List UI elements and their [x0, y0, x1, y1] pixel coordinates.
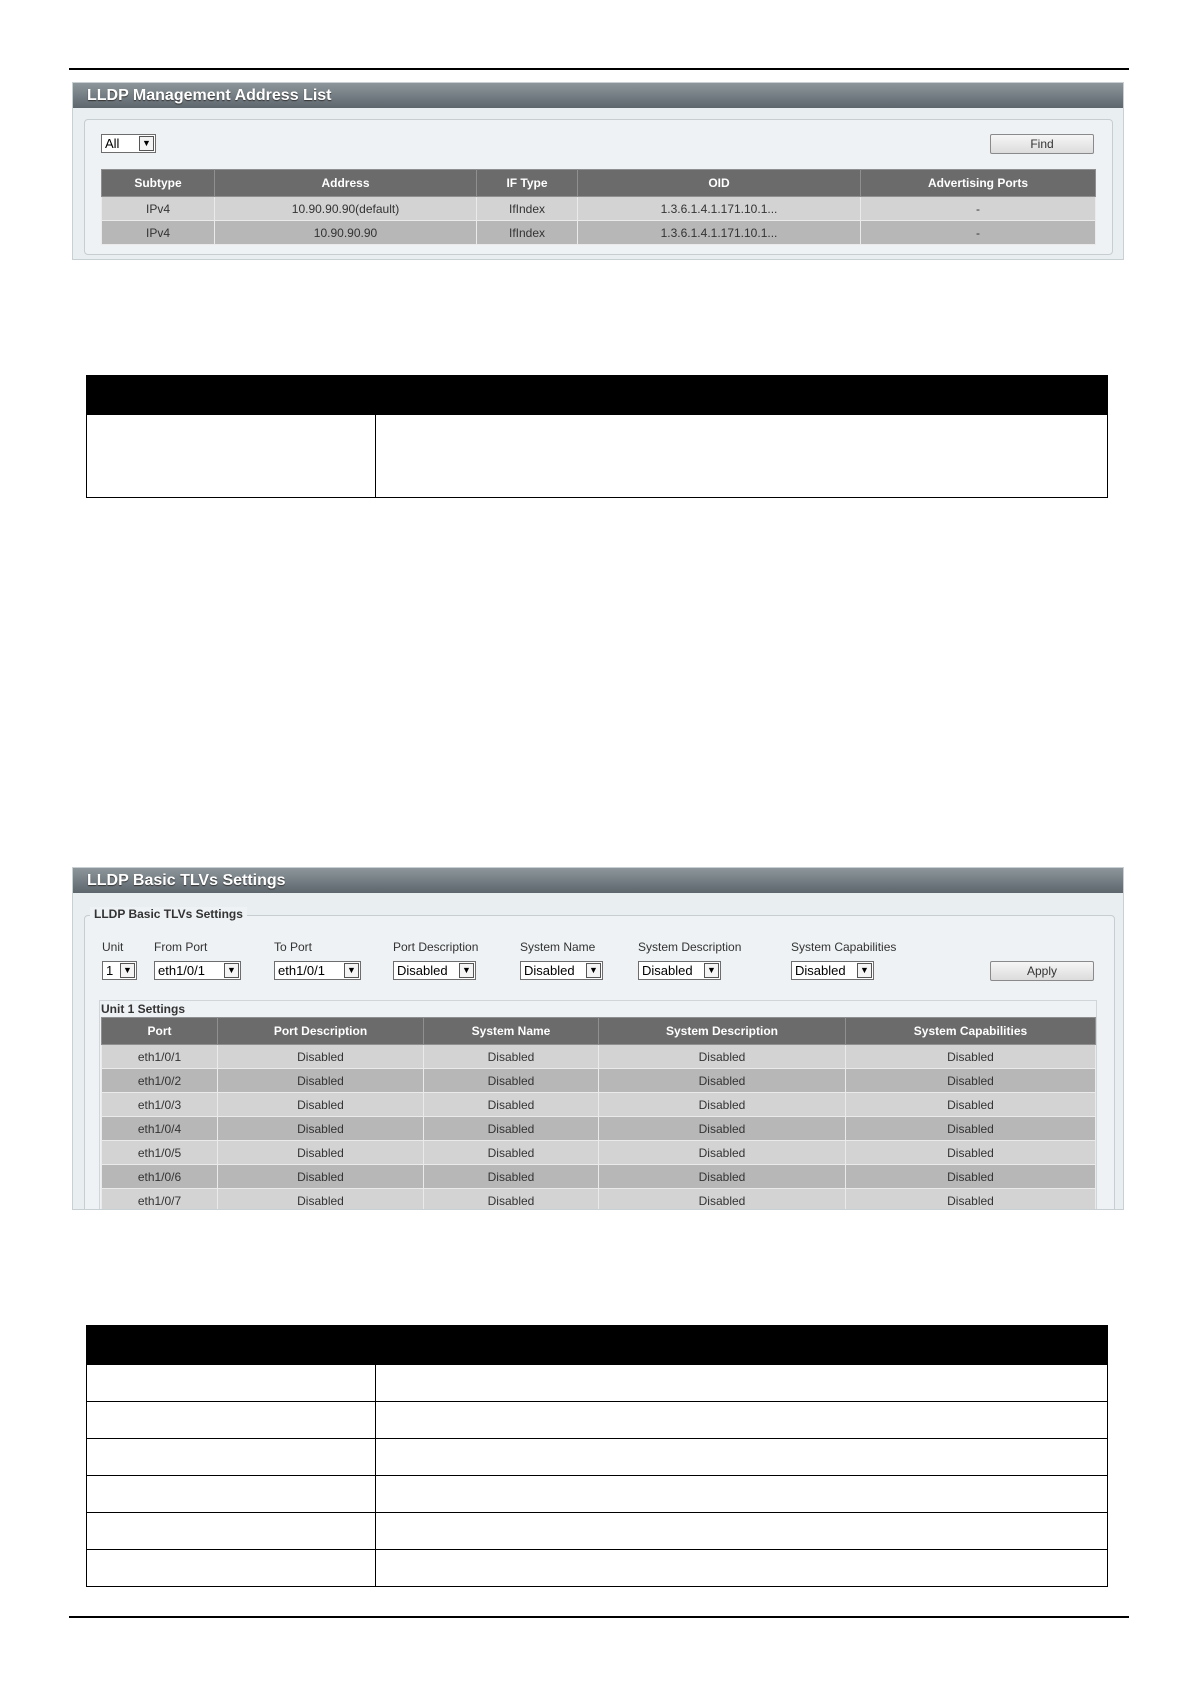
cell-system-name: Disabled — [424, 1189, 599, 1211]
cell-port-description: Disabled — [218, 1069, 424, 1093]
basic-tlvs-panel — [72, 867, 1124, 1210]
chevron-down-icon: ▼ — [224, 963, 239, 978]
cell-system-name: Disabled — [424, 1141, 599, 1165]
cell-system-capabilities: Disabled — [846, 1069, 1096, 1093]
find-button[interactable]: Find — [990, 134, 1094, 154]
cell-subtype: IPv4 — [102, 197, 215, 221]
col-port-description: Port Description — [218, 1018, 424, 1045]
chevron-down-icon: ▼ — [120, 963, 135, 978]
parameter-description-table-2 — [86, 1325, 1108, 1587]
mgmt-panel-title: LLDP Management Address List — [73, 83, 1123, 108]
table-row — [102, 1117, 1096, 1141]
cell-port: eth1/0/5 — [102, 1141, 218, 1165]
cell-oid: 1.3.6.1.4.1.171.10.1... — [578, 197, 861, 221]
col-port: Port — [102, 1018, 218, 1045]
table-row — [102, 1189, 1096, 1211]
cell-system-description: Disabled — [599, 1045, 846, 1069]
from-port-label: From Port — [154, 940, 208, 954]
table-header-row — [102, 1018, 1096, 1045]
cell-port: eth1/0/3 — [102, 1093, 218, 1117]
cell-system-description: Disabled — [599, 1141, 846, 1165]
unit-label: Unit — [102, 940, 124, 954]
unit-settings-table — [101, 1017, 1096, 1210]
system-name-select[interactable] — [520, 961, 603, 980]
unit-select-value: 1 — [106, 963, 114, 978]
cell-system-description: Disabled — [599, 1189, 846, 1211]
doc-table-row — [87, 1476, 1108, 1513]
col-subtype: Subtype — [102, 170, 215, 197]
cell-oid: 1.3.6.1.4.1.171.10.1... — [578, 221, 861, 245]
cell-system-description: Disabled — [599, 1069, 846, 1093]
cell-system-name: Disabled — [424, 1165, 599, 1189]
cell-system-capabilities: Disabled — [846, 1093, 1096, 1117]
from-port-select[interactable] — [154, 961, 241, 980]
doc-table-row — [87, 1550, 1108, 1587]
tlvs-fieldset-legend: LLDP Basic TLVs Settings — [90, 907, 247, 921]
unit-select[interactable] — [102, 961, 137, 980]
doc-table-row — [87, 1365, 1108, 1402]
to-port-value: eth1/0/1 — [278, 963, 325, 978]
col-system-description: System Description — [599, 1018, 846, 1045]
cell-system-description: Disabled — [599, 1165, 846, 1189]
doc-table-row — [87, 415, 1108, 498]
from-port-value: eth1/0/1 — [158, 963, 205, 978]
footer-rule — [69, 1616, 1129, 1618]
cell-port: eth1/0/7 — [102, 1189, 218, 1211]
chevron-down-icon: ▼ — [857, 963, 872, 978]
system-description-label: System Description — [638, 940, 742, 954]
cell-port-description: Disabled — [218, 1093, 424, 1117]
table-row — [102, 221, 1096, 245]
system-capabilities-label: System Capabilities — [791, 940, 897, 954]
cell-system-capabilities: Disabled — [846, 1045, 1096, 1069]
port-description-value: Disabled — [397, 963, 448, 978]
cell-system-capabilities: Disabled — [846, 1141, 1096, 1165]
cell-advertising-ports: - — [861, 221, 1096, 245]
apply-button[interactable]: Apply — [990, 961, 1094, 981]
cell-port-description: Disabled — [218, 1045, 424, 1069]
cell-port-description: Disabled — [218, 1189, 424, 1211]
table-header-row — [102, 170, 1096, 197]
cell-system-capabilities: Disabled — [846, 1189, 1096, 1211]
system-description-value: Disabled — [642, 963, 693, 978]
cell-subtype: IPv4 — [102, 221, 215, 245]
system-name-value: Disabled — [524, 963, 575, 978]
cell-system-name: Disabled — [424, 1093, 599, 1117]
table-row — [102, 1141, 1096, 1165]
cell-address: 10.90.90.90(default) — [215, 197, 477, 221]
cell-if-type: IfIndex — [477, 197, 578, 221]
cell-port: eth1/0/6 — [102, 1165, 218, 1189]
doc-table-header — [87, 376, 1108, 415]
system-description-select[interactable] — [638, 961, 721, 980]
header-rule — [69, 68, 1129, 70]
system-capabilities-select[interactable] — [791, 961, 874, 980]
parameter-description-table-1 — [86, 375, 1108, 498]
port-description-label: Port Description — [393, 940, 479, 954]
col-advertising-ports: Advertising Ports — [861, 170, 1096, 197]
col-address: Address — [215, 170, 477, 197]
doc-table-row — [87, 1513, 1108, 1550]
cell-port-description: Disabled — [218, 1165, 424, 1189]
mgmt-address-panel — [72, 82, 1124, 260]
col-system-name: System Name — [424, 1018, 599, 1045]
cell-address: 10.90.90.90 — [215, 221, 477, 245]
mgmt-address-table — [101, 169, 1096, 245]
cell-port: eth1/0/4 — [102, 1117, 218, 1141]
cell-port: eth1/0/2 — [102, 1069, 218, 1093]
tlvs-panel-title: LLDP Basic TLVs Settings — [73, 868, 1123, 893]
chevron-down-icon: ▼ — [344, 963, 359, 978]
chevron-down-icon: ▼ — [139, 136, 154, 151]
col-oid: OID — [578, 170, 861, 197]
cell-port: eth1/0/1 — [102, 1045, 218, 1069]
doc-table-row — [87, 1439, 1108, 1476]
cell-advertising-ports: - — [861, 197, 1096, 221]
cell-system-description: Disabled — [599, 1093, 846, 1117]
cell-system-name: Disabled — [424, 1117, 599, 1141]
cell-if-type: IfIndex — [477, 221, 578, 245]
cell-system-description: Disabled — [599, 1117, 846, 1141]
cell-port-description: Disabled — [218, 1117, 424, 1141]
port-description-select[interactable] — [393, 961, 476, 980]
cell-system-name: Disabled — [424, 1045, 599, 1069]
table-row — [102, 1069, 1096, 1093]
to-port-label: To Port — [274, 940, 313, 954]
chevron-down-icon: ▼ — [704, 963, 719, 978]
cell-port-description: Disabled — [218, 1141, 424, 1165]
system-capabilities-value: Disabled — [795, 963, 846, 978]
chevron-down-icon: ▼ — [459, 963, 474, 978]
table-row — [102, 1045, 1096, 1069]
doc-table-row — [87, 1402, 1108, 1439]
unit-settings-label: Unit 1 Settings — [101, 1002, 186, 1016]
col-if-type: IF Type — [477, 170, 578, 197]
cell-system-capabilities: Disabled — [846, 1165, 1096, 1189]
doc-table-header — [87, 1326, 1108, 1365]
table-row — [102, 1165, 1096, 1189]
table-row — [102, 1093, 1096, 1117]
col-system-capabilities: System Capabilities — [846, 1018, 1096, 1045]
table-row — [102, 197, 1096, 221]
cell-system-capabilities: Disabled — [846, 1117, 1096, 1141]
cell-system-name: Disabled — [424, 1069, 599, 1093]
chevron-down-icon: ▼ — [586, 963, 601, 978]
subtype-filter-value: All — [105, 136, 120, 151]
to-port-select[interactable] — [274, 961, 361, 980]
subtype-filter-select[interactable] — [101, 134, 156, 153]
system-name-label: System Name — [520, 940, 596, 954]
